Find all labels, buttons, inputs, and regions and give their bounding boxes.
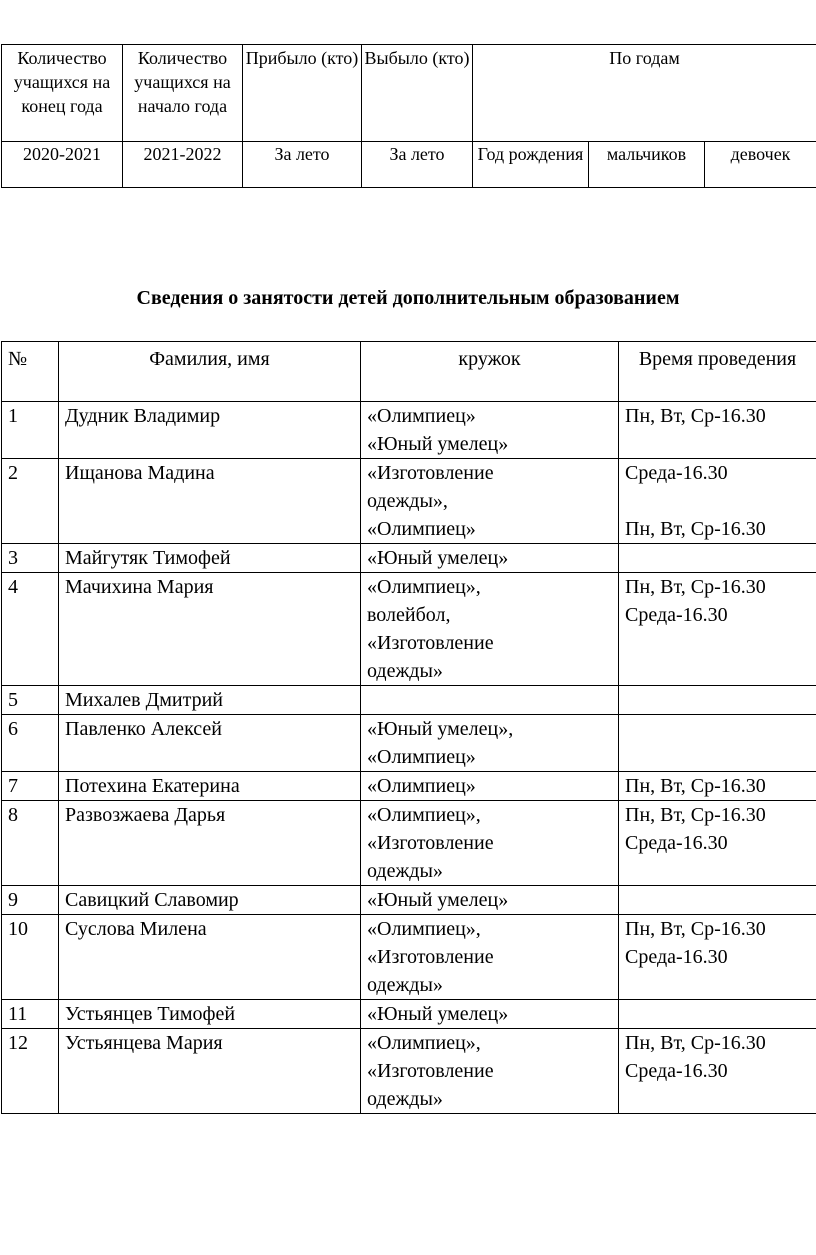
cell-year-end: 2020-2021 — [2, 142, 123, 188]
cell-number: 12 — [2, 1029, 59, 1114]
cell-year-start: 2021-2022 — [123, 142, 243, 188]
cell-name: Устьянцев Тимофей — [59, 1000, 361, 1029]
club-line: «Юный умелец» — [367, 889, 509, 911]
cell-number: 5 — [2, 686, 59, 715]
table-row — [2, 544, 816, 573]
time-line: Пн, Вт, Ср-16.30 — [625, 918, 766, 940]
column-header-number: № — [2, 342, 59, 402]
student-count-table — [1, 44, 816, 188]
club-line: «Изготовление — [367, 1060, 494, 1082]
cell-arrived: За лето — [243, 142, 362, 188]
column-header-time: Время проведения — [619, 342, 816, 402]
header-cell-arrived: Прибыло (кто) — [243, 45, 362, 142]
cell-left: За лето — [362, 142, 473, 188]
club-line: «Олимпиец», — [367, 1032, 481, 1054]
cell-name: Ищанова Мадина — [59, 459, 361, 544]
table-row — [2, 772, 816, 801]
cell-number: 9 — [2, 886, 59, 915]
header-cell-start-count: Количество учащихся на начало года — [123, 45, 243, 142]
cell-number: 1 — [2, 402, 59, 459]
cell-name: Потехина Екатерина — [59, 772, 361, 801]
club-line: волейбол, — [367, 604, 451, 626]
time-line: Среда-16.30 — [625, 946, 728, 968]
club-line: «Олимпиец», — [367, 804, 481, 826]
cell-time — [619, 459, 816, 544]
cell-club — [361, 886, 619, 915]
cell-club — [361, 1029, 619, 1114]
cell-club — [361, 402, 619, 459]
cell-number: 11 — [2, 1000, 59, 1029]
table-row — [2, 573, 816, 686]
club-line: одежды» — [367, 1088, 443, 1110]
club-line: «Изготовление — [367, 632, 494, 654]
cell-girls: девочек — [705, 142, 816, 188]
table-row — [2, 1029, 816, 1114]
time-line: Пн, Вт, Ср-16.30 — [625, 576, 766, 598]
cell-birth-year: Год рождения — [473, 142, 589, 188]
cell-number: 10 — [2, 915, 59, 1000]
time-line — [625, 487, 810, 515]
time-line: Среда-16.30 — [625, 604, 728, 626]
club-line: «Юный умелец» — [367, 547, 509, 569]
header-cell-left: Выбыло (кто) — [362, 45, 473, 142]
club-line: «Юный умелец» — [367, 1003, 509, 1025]
cell-time — [619, 915, 816, 1000]
table-row — [2, 715, 816, 772]
club-line: «Олимпиец», — [367, 576, 481, 598]
cell-number: 4 — [2, 573, 59, 686]
cell-name: Развозжаева Дарья — [59, 801, 361, 886]
club-line: одежды» — [367, 860, 443, 882]
cell-number: 2 — [2, 459, 59, 544]
table-header-row — [2, 342, 816, 402]
cell-name: Мачихина Мария — [59, 573, 361, 686]
table-row — [2, 915, 816, 1000]
time-line: Пн, Вт, Ср-16.30 — [625, 405, 766, 427]
cell-club — [361, 686, 619, 715]
cell-name: Михалев Дмитрий — [59, 686, 361, 715]
club-line: «Олимпиец» — [367, 746, 476, 768]
club-line: одежды» — [367, 974, 443, 996]
table-row — [2, 886, 816, 915]
club-line: «Юный умелец», — [367, 718, 514, 740]
clubs-table — [1, 341, 816, 1114]
table-row — [2, 686, 816, 715]
table-row — [2, 1000, 816, 1029]
column-header-name: Фамилия, имя — [59, 342, 361, 402]
table-row — [2, 402, 816, 459]
table-row — [2, 459, 816, 544]
cell-time — [619, 715, 816, 772]
club-line: одежды» — [367, 660, 443, 682]
club-line: «Олимпиец» — [367, 518, 476, 540]
club-line: «Юный умелец» — [367, 433, 509, 455]
clubs-table-body — [2, 402, 816, 1114]
cell-time — [619, 801, 816, 886]
cell-club — [361, 1000, 619, 1029]
cell-name: Майгутяк Тимофей — [59, 544, 361, 573]
cell-boys: мальчиков — [589, 142, 705, 188]
cell-number: 7 — [2, 772, 59, 801]
time-line: Пн, Вт, Ср-16.30 — [625, 1032, 766, 1054]
cell-time — [619, 1029, 816, 1114]
cell-club — [361, 915, 619, 1000]
club-line: «Олимпиец» — [367, 775, 476, 797]
table-header-row — [2, 45, 816, 142]
header-cell-by-year: По годам — [473, 45, 816, 142]
club-line: «Изготовление — [367, 462, 494, 484]
cell-time — [619, 544, 816, 573]
cell-time — [619, 1000, 816, 1029]
time-line: Пн, Вт, Ср-16.30 — [625, 518, 766, 540]
time-line: Пн, Вт, Ср-16.30 — [625, 775, 766, 797]
cell-number: 8 — [2, 801, 59, 886]
cell-time — [619, 886, 816, 915]
cell-name: Павленко Алексей — [59, 715, 361, 772]
cell-time — [619, 402, 816, 459]
cell-name: Суслова Милена — [59, 915, 361, 1000]
club-line: «Олимпиец» — [367, 405, 476, 427]
cell-time — [619, 686, 816, 715]
time-line: Среда-16.30 — [625, 462, 728, 484]
time-line: Пн, Вт, Ср-16.30 — [625, 804, 766, 826]
cell-name: Устьянцева Мария — [59, 1029, 361, 1114]
time-line: Среда-16.30 — [625, 832, 728, 854]
cell-club — [361, 459, 619, 544]
header-cell-end-count: Количество учащихся на конец года — [2, 45, 123, 142]
section-heading: Сведения о занятости детей дополнительным образованием — [136, 287, 680, 309]
club-line: «Изготовление — [367, 832, 494, 854]
table-row — [2, 142, 816, 188]
cell-name: Савицкий Славомир — [59, 886, 361, 915]
cell-club — [361, 573, 619, 686]
table-row — [2, 801, 816, 886]
cell-number: 3 — [2, 544, 59, 573]
time-line: Среда-16.30 — [625, 1060, 728, 1082]
cell-time — [619, 772, 816, 801]
club-line: «Изготовление — [367, 946, 494, 968]
cell-club — [361, 715, 619, 772]
cell-time — [619, 573, 816, 686]
club-line: «Олимпиец», — [367, 918, 481, 940]
cell-club — [361, 801, 619, 886]
cell-name: Дудник Владимир — [59, 402, 361, 459]
cell-club — [361, 544, 619, 573]
cell-club — [361, 772, 619, 801]
club-line: одежды», — [367, 490, 448, 512]
column-header-club: кружок — [361, 342, 619, 402]
cell-number: 6 — [2, 715, 59, 772]
